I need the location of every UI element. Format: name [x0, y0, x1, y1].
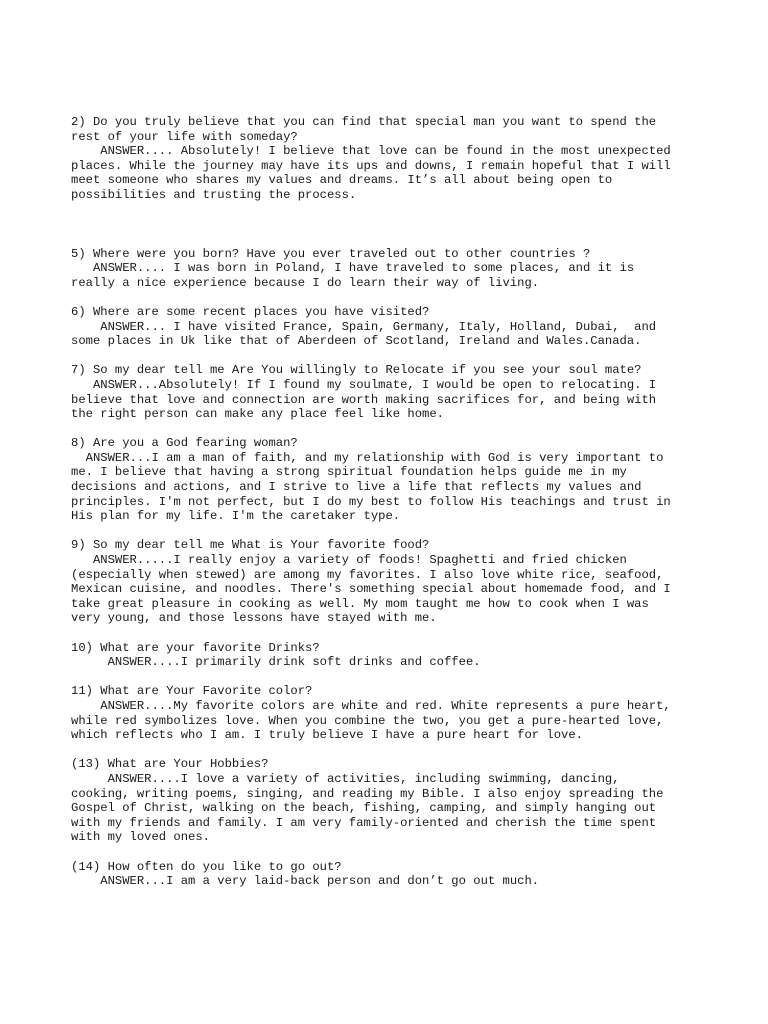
answer-line: ANSWER.....I really enjoy a variety of foods! Spaghetti and fried chicken: [71, 553, 627, 568]
answer-line: ANSWER....My favorite colors are white and red. White represents a pure heart,: [71, 698, 671, 713]
answer-line: ANSWER.... I was born in Poland, I have traveled to some places, and it is: [71, 261, 635, 276]
answer-line: ANSWER...I am a very laid-back person and don’t go out much.: [71, 874, 540, 889]
answer-line: principles. I'm not perfect, but I do my best to follow His teachings and trust in: [71, 494, 671, 509]
qa-block-9: [71, 538, 701, 626]
qa-block-8: [71, 436, 701, 524]
qa-block-13: [71, 757, 701, 845]
qa-block-6: [71, 305, 701, 349]
answer-line: cooking, writing poems, singing, and reading my Bible. I also enjoy spreading the: [71, 786, 664, 801]
question-line: 5) Where were you born? Have you ever traveled out to other countries ?: [71, 246, 591, 261]
spacer: [71, 349, 701, 364]
answer-line: which reflects who I am. I truly believe I have a pure heart for love.: [71, 728, 583, 743]
question-line: 10) What are your favorite Drinks?: [71, 640, 320, 655]
answer-line: me. I believe that having a strong spiritual foundation helps guide me in my: [71, 465, 627, 480]
answer-line: (especially when stewed) are among my favorites. I also love white rice, seafood,: [71, 567, 664, 582]
spacer: [71, 422, 701, 437]
answer-line: His plan for my life. I'm the caretaker type.: [71, 509, 401, 524]
answer-line: take great pleasure in cooking as well. My mom taught me how to cook when I was: [71, 596, 649, 611]
question-line: 2) Do you truly believe that you can find that special man you want to spend the: [71, 115, 657, 129]
answer-line: ANSWER.... Absolutely! I believe that love can be found in the most unexpected: [71, 144, 671, 159]
qa-block-7: [71, 363, 701, 421]
spacer: [71, 203, 701, 247]
question-line: rest of your life with someday?: [71, 129, 298, 144]
qa-block-2: [71, 115, 701, 203]
qa-block-14: [71, 860, 701, 889]
answer-line: with my loved ones.: [71, 830, 210, 845]
qa-block-5: [71, 247, 701, 291]
spacer: [71, 524, 701, 539]
answer-line: some places in Uk like that of Aberdeen of Scotland, Ireland and Wales.Canada.: [71, 334, 642, 349]
spacer: [71, 626, 701, 641]
question-line: 11) What are Your Favorite color?: [71, 684, 313, 699]
qa-block-11: [71, 684, 701, 742]
answer-line: really a nice experience because I do learn their way of living.: [71, 275, 540, 290]
answer-line: believe that love and connection are worth making sacrifices for, and being with: [71, 392, 657, 407]
answer-line: Gospel of Christ, walking on the beach, fishing, camping, and simply hanging out: [71, 801, 657, 816]
answer-line: while red symbolizes love. When you combine the two, you get a pure-hearted love,: [71, 713, 664, 728]
qa-block-10: [71, 641, 701, 670]
answer-line: possibilities and trusting the process.: [71, 187, 357, 202]
answer-line: with my friends and family. I am very family-oriented and cherish the time spent: [71, 815, 657, 830]
question-line: (13) What are Your Hobbies?: [71, 757, 269, 772]
answer-line: ANSWER...Absolutely! If I found my soulmate, I would be open to relocating. I: [71, 377, 657, 392]
question-line: (14) How often do you like to go out?: [71, 859, 342, 874]
question-line: 7) So my dear tell me Are You willingly to Relocate if you see your soul mate?: [71, 363, 642, 378]
answer-line: places. While the journey may have its ups and downs, I remain hopeful that I will: [71, 158, 671, 173]
spacer: [71, 290, 701, 305]
answer-line: ANSWER....I primarily drink soft drinks and coffee.: [71, 655, 481, 670]
answer-line: ANSWER....I love a variety of activities, including swimming, dancing,: [71, 771, 620, 786]
spacer: [71, 670, 701, 685]
document-page: [71, 115, 701, 889]
question-line: 8) Are you a God fearing woman?: [71, 436, 298, 451]
answer-line: decisions and actions, and I strive to live a life that reflects my values and: [71, 480, 642, 495]
answer-line: Mexican cuisine, and noodles. There's something special about homemade food, and I: [71, 582, 671, 597]
answer-line: ANSWER...I am a man of faith, and my relationship with God is very important to: [71, 450, 664, 465]
question-line: 6) Where are some recent places you have visited?: [71, 304, 430, 319]
answer-line: meet someone who shares my values and dreams. It’s all about being open to: [71, 173, 613, 188]
answer-line: the right person can make any place feel like home.: [71, 407, 444, 422]
answer-line: ANSWER... I have visited France, Spain, Germany, Italy, Holland, Dubai, and: [71, 319, 657, 334]
answer-line: very young, and those lessons have stayed with me.: [71, 611, 437, 626]
spacer: [71, 743, 701, 758]
spacer: [71, 845, 701, 860]
question-line: 9) So my dear tell me What is Your favorite food?: [71, 538, 430, 553]
